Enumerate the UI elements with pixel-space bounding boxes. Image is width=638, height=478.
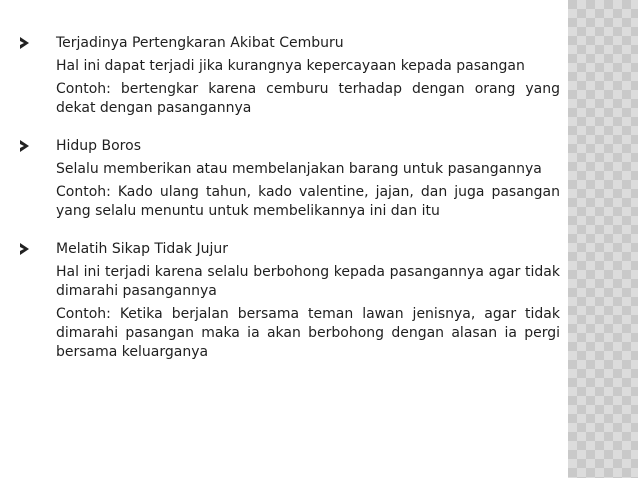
slide-content [20, 34, 560, 381]
arrow-bullet-icon [20, 243, 29, 255]
bullet-item [20, 137, 560, 156]
arrow-bullet-icon [20, 37, 29, 49]
bullet-text: Terjadinya Pertengkaran Akibat Cemburu [56, 35, 344, 51]
section-cemburu [20, 34, 560, 118]
paragraph: Hal ini terjadi karena selalu berbohong kepada pasangannya agar tidak dimarahi pasangannya [56, 264, 560, 299]
paragraph: Contoh: Kado ulang tahun, kado valentine, jajan, dan juga pasangan yang selalu menuntu untuk membelikannya ini dan itu [56, 184, 560, 219]
paragraph: Contoh: Ketika berjalan bersama teman lawan jenisnya, agar tidak dimarahi pasangan maka ia akan berbohong dengan alasan ia pergi bersama keluarganya [56, 306, 560, 360]
paragraph: Contoh: bertengkar karena cemburu terhadap dengan orang yang dekat dengan pasangannya [56, 81, 560, 116]
decorative-side-panel [568, 0, 638, 478]
arrow-bullet-icon [20, 140, 29, 152]
section-boros [20, 137, 560, 221]
bullet-item [20, 34, 560, 53]
section-tidak-jujur [20, 240, 560, 362]
bullet-text: Melatih Sikap Tidak Jujur [56, 241, 228, 257]
paragraph: Selalu memberikan atau membelanjakan barang untuk pasangannya [56, 161, 542, 177]
bullet-item [20, 240, 560, 259]
paragraph: Hal ini dapat terjadi jika kurangnya kepercayaan kepada pasangan [56, 58, 525, 74]
bullet-text: Hidup Boros [56, 138, 141, 154]
